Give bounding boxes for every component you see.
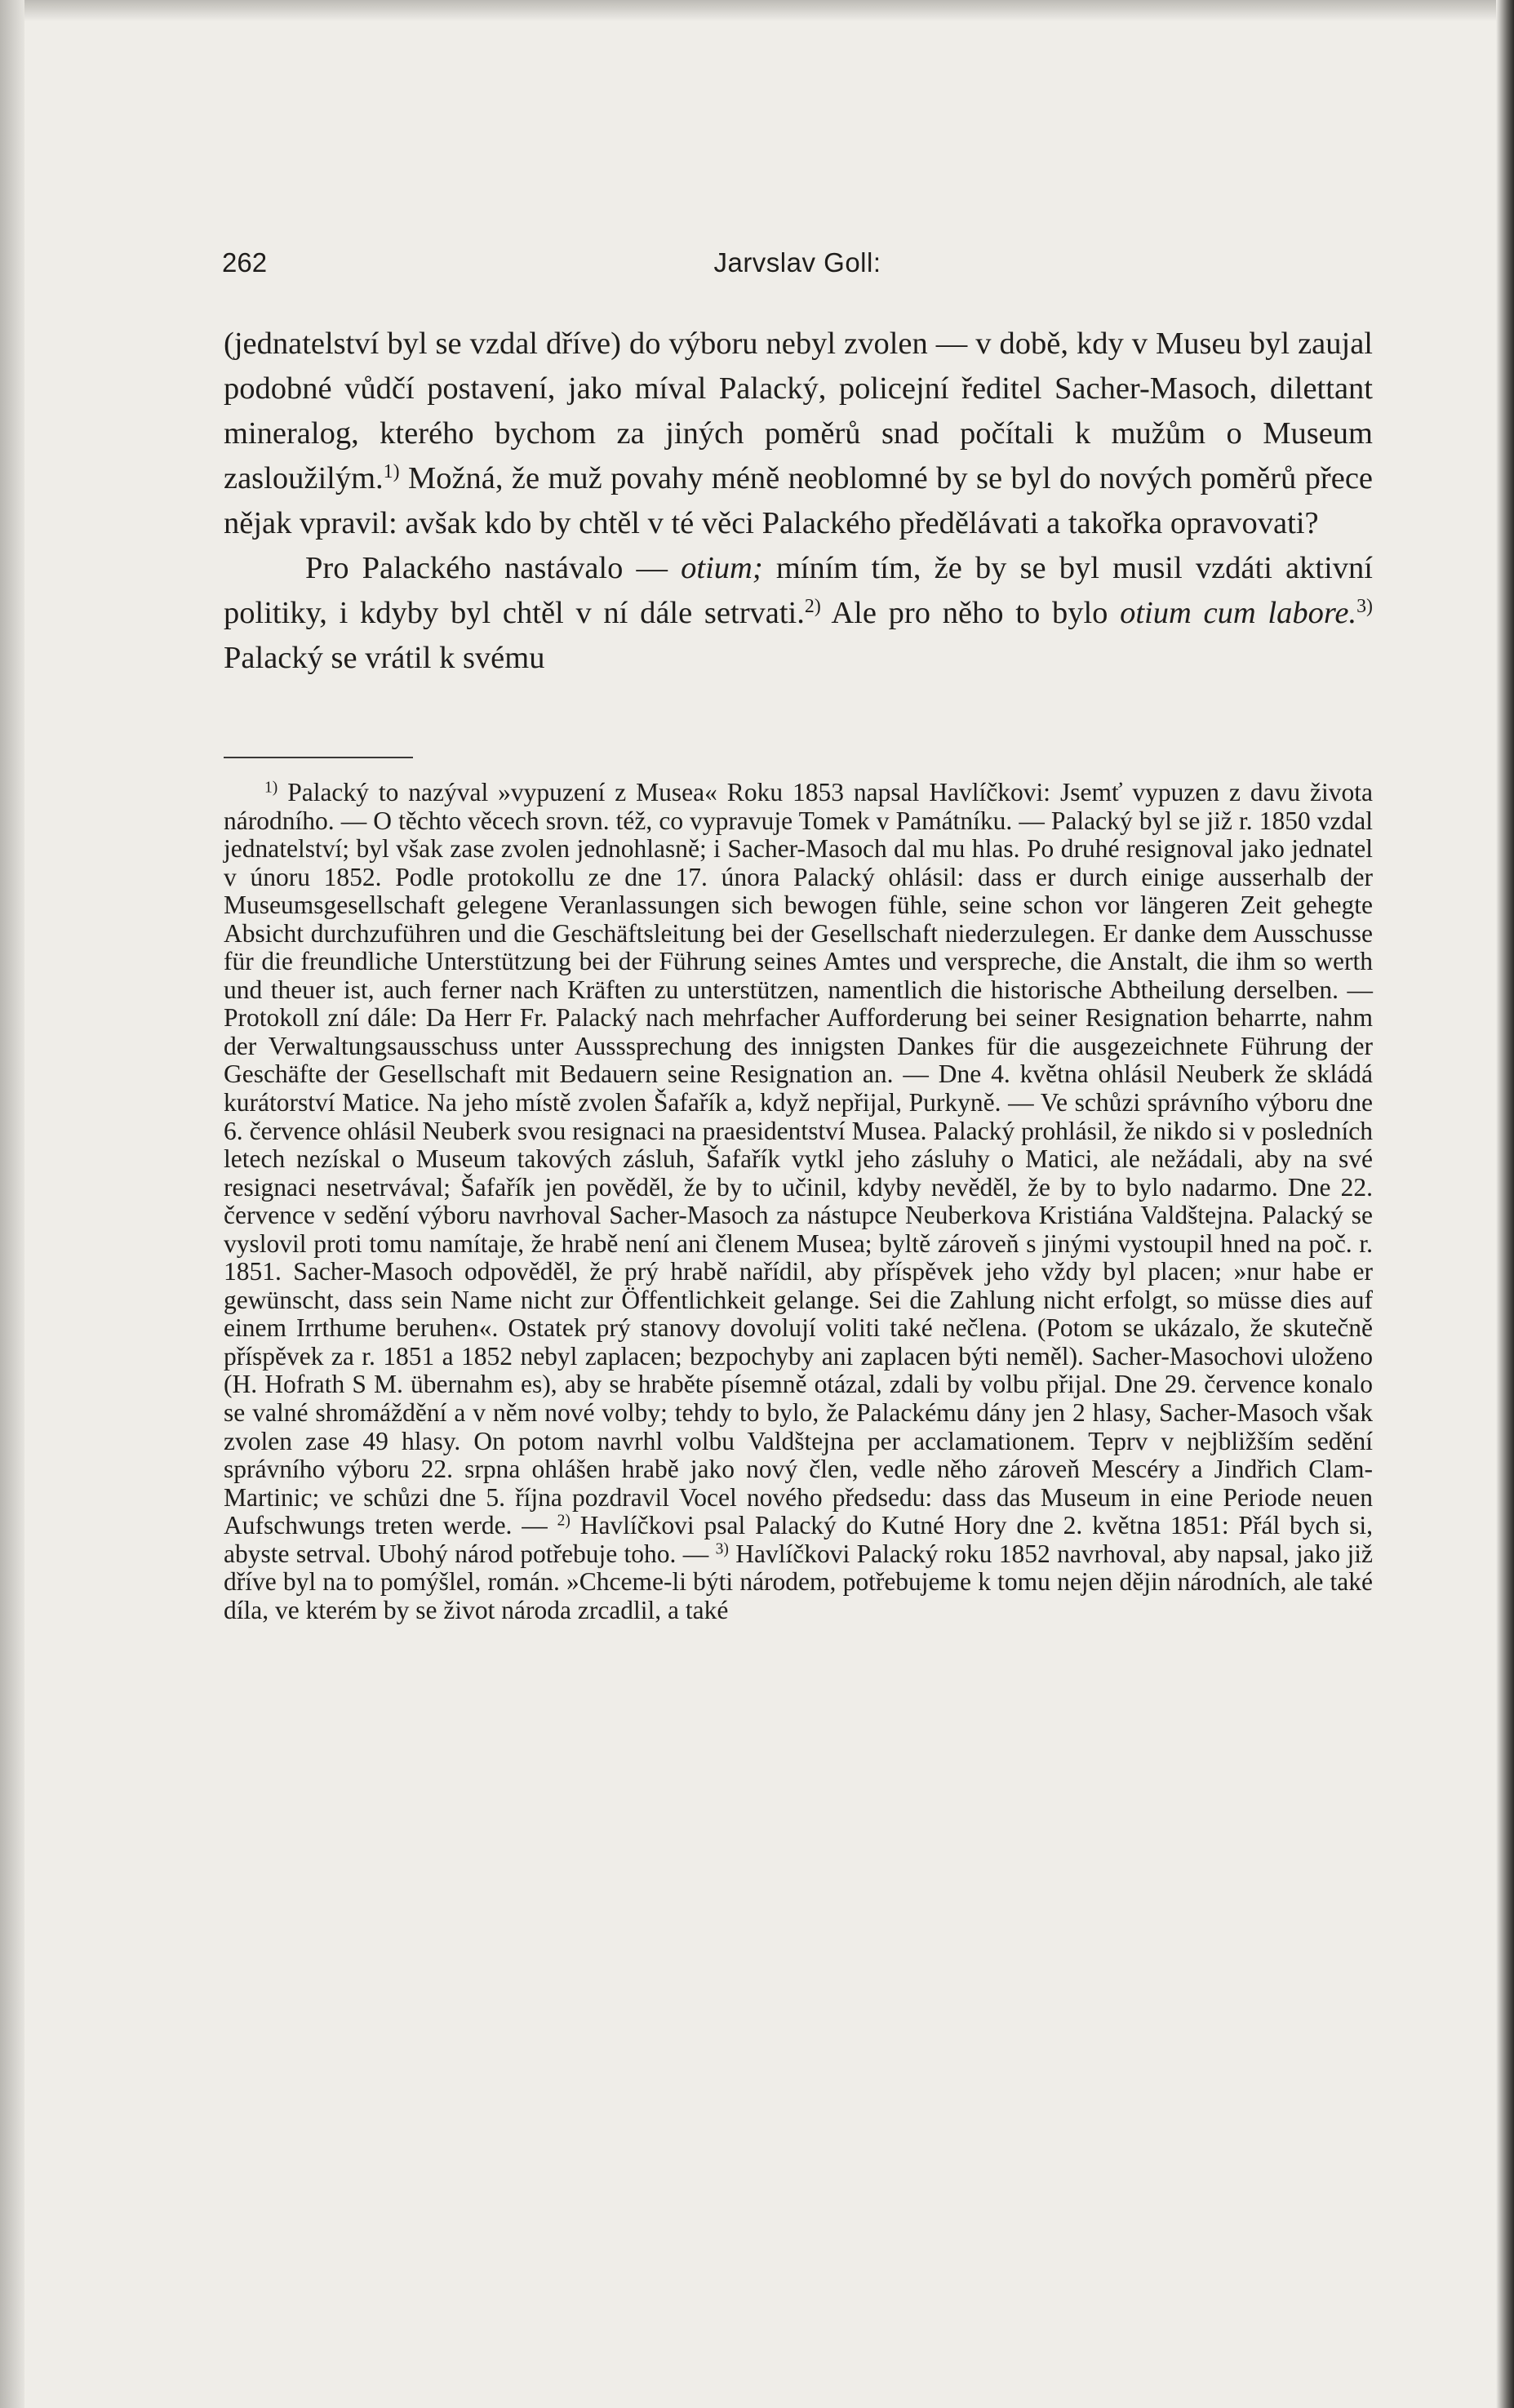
paragraph-1-text: (jednatelství byl se vzdal dříve) do výboru nebyl zvolen — v době, kdy v Museu byl zaujal podobné vůdčí postavení, jako míval Palacký, policejní ředitel Sacher-Masoch, dilettant mineralog, kterého bychom za jiných poměrů snad počítali k mužům o Museum zasloužilým.: [224, 327, 1373, 495]
scan-edge-top: [0, 0, 1514, 21]
scan-edge-right: [1496, 0, 1514, 2408]
paragraph-1-text-cont: Možná, že muž povahy méně neoblomné by se byl do nových poměrů přece nějak vpravil: avšak kdo by chtěl v té věci Palackého předělávati a takořka opravovati?: [224, 461, 1373, 540]
paragraph-2-text-b: míním tím, že by se byl musil vzdáti aktivní politiky, i kdyby byl chtěl v ní dále setrvati.: [224, 551, 1373, 630]
footnote-mark-3: 3): [715, 1540, 729, 1558]
running-header: [222, 245, 1373, 281]
main-paragraph-1: [224, 322, 1373, 546]
footnote-mark-1: 1): [264, 779, 278, 797]
footnotes: [224, 779, 1373, 1624]
italic-otium: otium;: [681, 551, 763, 585]
footnote-ref-3: 3): [1356, 595, 1373, 617]
main-paragraph-2: [224, 546, 1373, 681]
footnote-3-text: Havlíčkovi Palacký roku 1852 navrhoval, aby napsal, jako již dříve byl na to pomýšlel, román. »Chceme-li býti národem, potřebujeme k tomu nejen dějin národních, ale také díla, ve kterém by se život národa zrcadlil, a také: [224, 1539, 1373, 1624]
running-head: Jarvslav Goll:: [713, 247, 881, 278]
page-number: 262: [222, 247, 268, 278]
paragraph-2-text-a: Pro Palackého nastávalo —: [305, 551, 682, 585]
main-text: [224, 322, 1373, 681]
footnote-mark-2: 2): [557, 1512, 571, 1530]
paragraph-2-text-c: Ale pro něho to bylo: [820, 596, 1121, 630]
footnote-2-text: Havlíčkovi psal Palacký do Kutné Hory dne 2. května 1851: Přál bych si, abyste setrval. Ubohý národ potřebuje toho. —: [224, 1511, 1373, 1568]
scan-edge-left: [0, 0, 24, 2408]
footnote-1-text: Palacký to nazýval »vypuzení z Musea« Roku 1853 napsal Havlíčkovi: Jsemť vypuzen z davu života národního. — O těchto věcech srovn. též, co vypravuje Tomek v Památníku. — Palacký byl se již r. 1850 vzdal jednatelství; byl však zase zvolen jednohlasně; i Sacher-Masoch dal mu hlas. Po druhé resignoval jako jednatel v únoru 1852. Podle protokollu ze dne 17. února Palacký ohlásil: dass er durch einige ausserhalb der Museumsgesellschaft gelegene Veranlassungen sich bewogen fühle, seine schon vor längeren Zeit gehegte Absicht durchzuführen und die Geschäftsleitung bei der Gesellschaft niederzulegen. Er danke dem Ausschusse für die freundliche Unterstützung bei der Führung seines Amtes und verspreche, die Anstalt, die ihm so werth und theuer ist, auch ferner nach Kräften zu unterstützen, namentlich die historische Abtheilung derselben. — Protokoll zní dále: Da Herr Fr. Palacký nach mehrfacher Aufforderung bei seiner Resignation beharrte, nahm der Verwaltungsausschuss unter Ausssprechung des innigsten Dankes für die ausgezeichnete Führung der Geschäfte der Gesellschaft mit Bedauern seine Resignation an. — Dne 4. května ohlásil Neuberk že skládá kurátorství Matice. Na jeho místě zvolen Šafařík a, když nepřijal, Purkyně. — Ve schůzi správního výboru dne 6. července ohlásil Neuberk svou resignaci na praesidentství Musea. Palacký prohlásil, že nikdo si v posledních letech nezískal o Museum takových zásluh, Šafařík vytkl jeho zásluhy o Matici, ale nežádali, aby na své resignaci nesetrvával; Šafařík jen pověděl, že by to učinil, kdyby nevěděl, že by to bylo nadarmo. Dne 22. července v sedění výboru navrhoval Sacher-Masoch za nástupce Neuberkova Kristiána Valdštejna. Palacký se vyslovil proti tomu namítaje, že hrabě není ani členem Musea; byltě zároveň s jinými vystoupil hned na poč. r. 1851. Sacher-Masoch odpověděl, že prý hrabě nařídil, aby příspěvek jeho vždy byl placen; »nur habe er gewünscht, dass sein Name nicht zur Öffentlichkeit gelange. Sei die Zahlung nicht erfolgt, so müsse dies auf einem Irrthume beruhen«. Ostatek prý stanovy dovolují voliti také nečlena. (Potom se ukázalo, že skutečně příspěvek za r. 1851 a 1852 nebyl zaplacen; bezpochyby ani zaplacen býti neměl). Sacher-Masochovi uloženo (H. Hofrath S M. übernahm es), aby se hraběte písemně otázal, zdali by volbu přijal. Dne 29. července konalo se valné shromáždění a v něm nové volby; tehdy to bylo, že Palackému dány jen 2 hlasy, Sacher-Masoch však zvolen zase 49 hlasy. On potom navrhl volbu Valdštejna per acclamationem. Teprv v nejbližším sedění správního výboru 22. srpna ohlášen hrabě jako nový člen, vedle něho zároveň Mescéry a Jindřich Clam-Martinic; ve schůzi dne 5. října pozdravil Vocel nového předsedu: dass das Museum in eine Periode neuen Aufschwungs treten werde. —: [224, 778, 1373, 1540]
footnote-ref-2: 2): [804, 595, 821, 617]
paragraph-2-text-d: Palacký se vrátil k svému: [224, 641, 545, 675]
italic-otium-cum-labore: otium cum labore.: [1120, 596, 1357, 630]
footnote-divider: [224, 757, 413, 758]
footnote-block: [224, 779, 1373, 1624]
footnote-ref-1: 1): [383, 460, 400, 482]
